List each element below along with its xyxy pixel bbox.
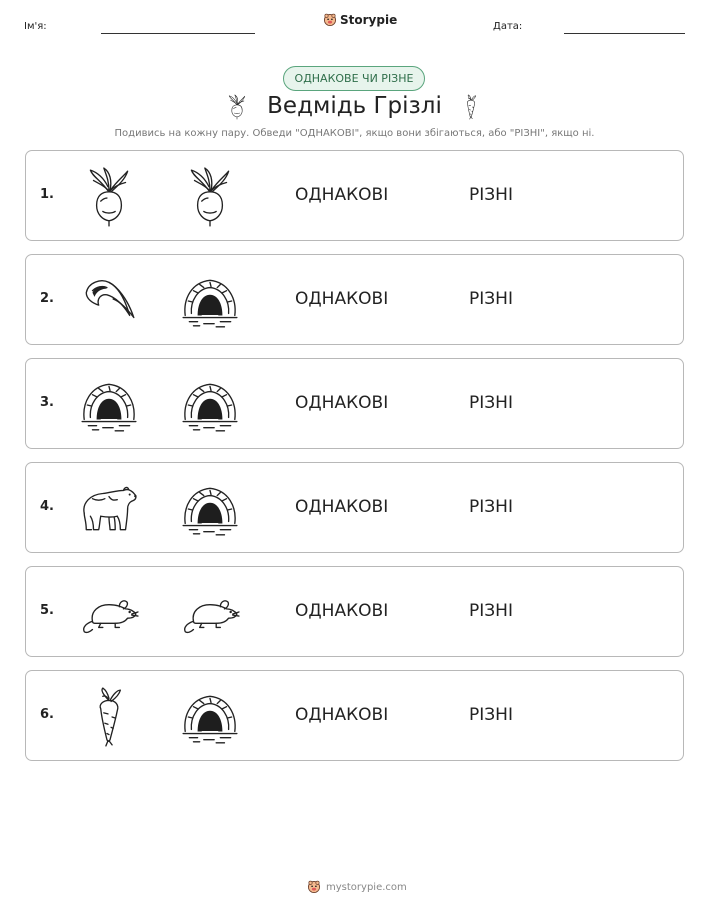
option-different[interactable]: РІЗНІ [469,705,513,725]
storypie-logo-icon [307,880,321,894]
option-same[interactable]: ОДНАКОВІ [295,601,389,621]
option-different[interactable]: РІЗНІ [469,393,513,413]
cave-icon [179,374,241,436]
cave-icon [78,374,140,436]
option-different[interactable]: РІЗНІ [469,497,513,517]
date-line[interactable] [564,33,685,34]
name-line[interactable] [101,33,255,34]
cave-icon [179,270,241,332]
pair-row [25,358,684,449]
activity-badge: ОДНАКОВЕ ЧИ РІЗНЕ [283,66,425,91]
claw-icon [78,270,140,332]
option-same[interactable]: ОДНАКОВІ [295,705,389,725]
option-same[interactable]: ОДНАКОВІ [295,289,389,309]
pair-row [25,670,684,761]
storypie-logo-icon [323,13,337,27]
option-same[interactable]: ОДНАКОВІ [295,185,389,205]
pair-row [25,254,684,345]
option-different[interactable]: РІЗНІ [469,185,513,205]
mouse-icon [179,582,241,644]
row-number: 3. [40,395,54,410]
row-number: 1. [40,187,54,202]
cave-icon [179,686,241,748]
brand-logo [323,13,397,27]
carrot-icon [458,90,484,124]
cave-icon [179,478,241,540]
option-same[interactable]: ОДНАКОВІ [295,393,389,413]
row-number: 5. [40,603,54,618]
row-number: 2. [40,291,54,306]
row-number: 6. [40,707,54,722]
pair-row [25,566,684,657]
instructions: Подивись на кожну пару. Обведи "ОДНАКОВІ", якщо вони збігаються, або "РІЗНІ", якщо ні. [114,128,595,139]
date-label: Дата: [493,21,523,32]
row-number: 4. [40,499,54,514]
beet-icon [179,166,241,228]
carrot-icon [78,686,140,748]
beet-icon [78,166,140,228]
pair-row [25,462,684,553]
page-title: Ведмідь Грізлі [267,93,442,119]
option-different[interactable]: РІЗНІ [469,601,513,621]
option-different[interactable]: РІЗНІ [469,289,513,309]
mouse-icon [78,582,140,644]
footer [307,880,407,894]
option-same[interactable]: ОДНАКОВІ [295,497,389,517]
brand-name: Storypie [340,13,398,27]
pair-row [25,150,684,241]
bear-icon [78,478,140,540]
name-label: Ім'я: [24,21,47,32]
footer-url[interactable]: mystorypie.com [326,881,407,893]
